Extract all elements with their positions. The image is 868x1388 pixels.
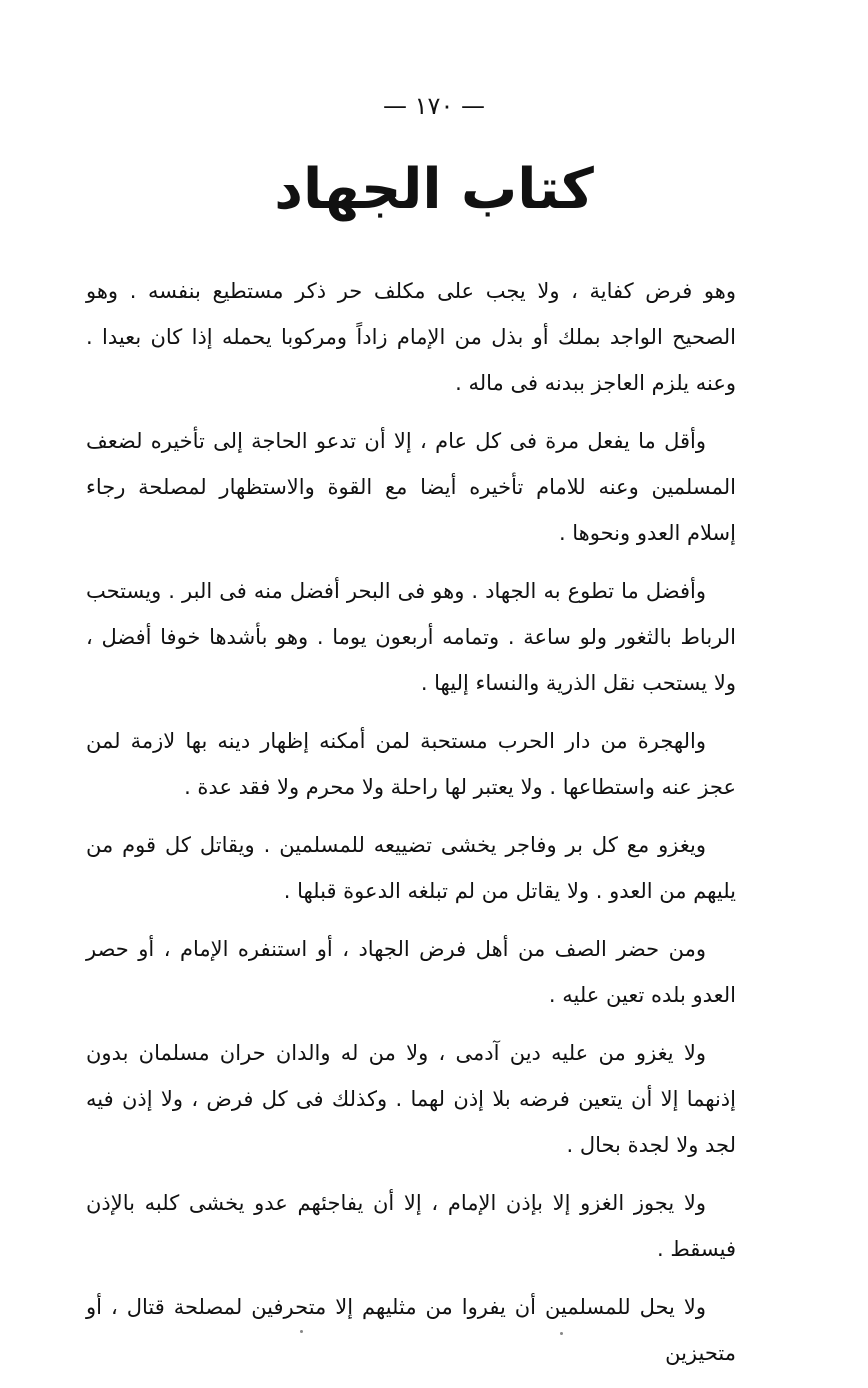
- paragraph: ويغزو مع كل بر وفاجر يخشى تضييعه للمسلمين . ويقاتل كل قوم من يليهم من العدو . ولا يقاتل من لم تبلغه الدعوة قبلها .: [86, 833, 736, 903]
- paragraph: ولا يجوز الغزو إلا بإذن الإمام ، إلا أن يفاجئهم عدو يخشى كلبه بالإذن فيسقط .: [86, 1191, 736, 1261]
- paragraph: وأقل ما يفعل مرة فى كل عام ، إلا أن تدعو الحاجة إلى تأخيره لضعف المسلمين وعنه للامام تأخيره أيضا مع القوة والاستظهار لمصلحة رجاء إسلام العدو ونحوها .: [86, 429, 736, 545]
- paragraph: وأفضل ما تطوع به الجهاد . وهو فى البحر أفضل منه فى البر . ويستحب الرباط بالثغور ولو ساعة . وتمامه أربعون يوما . وهو بأشدها خوفا أفضل ، ولا يستحب نقل الذرية والنساء إليها .: [86, 579, 736, 695]
- scan-speck: [560, 1332, 563, 1335]
- body-text: [86, 268, 736, 1388]
- chapter-title: كتاب الجهاد: [274, 157, 594, 222]
- paragraph: ولا يغزو من عليه دين آدمى ، ولا من له والدان حران مسلمان بدون إذنهما إلا أن يتعين فرضه بلا إذن لهما . وكذلك فى كل فرض ، ولا إذن فيه لجد ولا لجدة بحال .: [86, 1041, 736, 1157]
- page-number: — ١٧٠ —: [383, 92, 485, 120]
- paragraph: والهجرة من دار الحرب مستحبة لمن أمكنه إظهار دينه بها لازمة لمن عجز عنه واستطاعها . ولا يعتبر لها راحلة ولا محرم ولا فقد عدة .: [86, 729, 736, 799]
- scan-speck: [300, 1330, 303, 1333]
- paragraph: وهو فرض كفاية ، ولا يجب على مكلف حر ذكر مستطيع بنفسه . وهو الصحيح الواجد بملك أو بذل من الإمام زاداً ومركوبا يحمله إذا كان بعيدا . وعنه يلزم العاجز ببدنه فى ماله .: [86, 279, 736, 395]
- paragraph: ومن حضر الصف من أهل فرض الجهاد ، أو استنفره الإمام ، أو حصر العدو بلده تعين عليه .: [86, 937, 736, 1007]
- paragraph: ولا يحل للمسلمين أن يفروا من مثليهم إلا متحرفين لمصلحة قتال ، أو متحيزين: [86, 1295, 736, 1365]
